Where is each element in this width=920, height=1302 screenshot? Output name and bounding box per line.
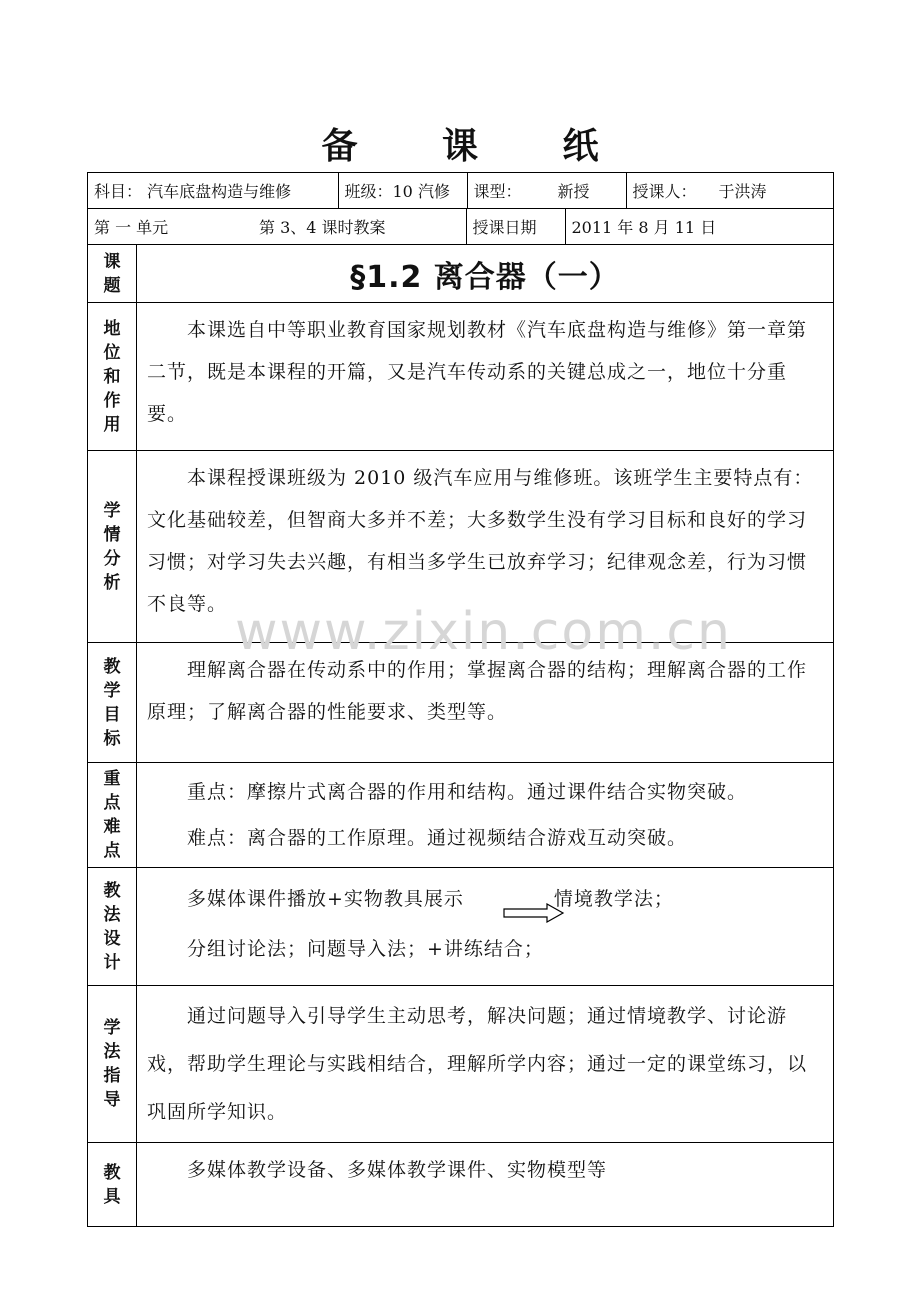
- guidance-label: 学 法 指 导: [88, 986, 137, 1143]
- row-method: [88, 868, 834, 986]
- lesson-plan-table: [87, 172, 834, 1227]
- analysis-label: 学 情 分 析: [88, 451, 137, 643]
- row-analysis: [88, 451, 834, 643]
- row-position: [88, 303, 834, 451]
- position-text: 本课选自中等职业教育国家规划教材《汽车底盘构造与维修》第一章第二节，既是本课程的开篇，又是汽车传动系的关键总成之一，地位十分重要。: [137, 303, 834, 451]
- lesson-hours-cell: 第 3、4 课时教案: [259, 218, 386, 237]
- row-keypoints: [88, 763, 834, 868]
- teacher-cell: [626, 173, 833, 208]
- subject-cell: 科目： 汽车底盘构造与维修: [94, 182, 292, 201]
- topic-title: §1.2 离合器（一）: [137, 245, 834, 303]
- position-label: 地 位 和 作 用: [88, 303, 137, 451]
- tools-text: 多媒体教学设备、多媒体教学课件、实物模型等: [137, 1143, 834, 1227]
- tools-label: 教 具: [88, 1143, 137, 1227]
- class-cell: 班级：10 汽修: [338, 173, 467, 208]
- difficult-point-line: 难点：离合器的工作原理。通过视频结合游戏互动突破。: [187, 827, 688, 849]
- goals-text: 理解离合器在传动系中的作用；掌握离合器的结构；理解离合器的工作原理；了解离合器的性能要求、类型等。: [137, 643, 834, 763]
- header-row-1: [88, 173, 834, 209]
- row-guidance: [88, 986, 834, 1143]
- row-tools: [88, 1143, 834, 1227]
- teacher-label: 授课人：: [632, 182, 697, 201]
- topic-label: 课 题: [88, 245, 137, 303]
- header-row-2: [88, 209, 834, 245]
- method-label: 教 法 设 计: [88, 868, 137, 986]
- method-text: [137, 868, 834, 986]
- key-point-line: 重点：摩擦片式离合器的作用和结构。通过课件结合实物突破。: [187, 781, 748, 803]
- page-title: 备 课 纸: [321, 126, 635, 167]
- lesson-type-value: 新授: [557, 182, 590, 201]
- date-label-cell: 授课日期: [466, 209, 565, 244]
- watermark: www.zixin.com.cn: [235, 602, 732, 662]
- keypoints-text: [137, 763, 834, 868]
- goals-label: 教 学 目 标: [88, 643, 137, 763]
- keypoints-label: 重 点 难 点: [88, 763, 137, 868]
- row-goals: [88, 643, 834, 763]
- method-line-1: 多媒体课件播放+实物教具展示 情境教学法；: [187, 888, 674, 910]
- method-line-2: 分组讨论法；问题导入法；+讲练结合；: [187, 938, 544, 960]
- lesson-type-label: 课型：: [473, 182, 522, 201]
- date-value-cell: 2011 年 8 月 11 日: [565, 209, 833, 244]
- right-arrow-icon: [503, 903, 565, 923]
- unit-cell: 第 一 单元: [94, 218, 169, 237]
- teacher-value: 于洪涛: [718, 182, 767, 201]
- lesson-type-cell: [467, 173, 626, 208]
- analysis-text: 本课程授课班级为 2010 级汽车应用与维修班。该班学生主要特点有：文化基础较差，但智商大多并不差；大多数学生没有学习目标和良好的学习习惯；对学习失去兴趣，有相当多学生已放弃学习；纪律观念差，行为习惯不良等。: [137, 451, 834, 643]
- guidance-text: 通过问题导入引导学生主动思考，解决问题；通过情境教学、讨论游戏，帮助学生理论与实践相结合，理解所学内容；通过一定的课堂练习，以巩固所学知识。: [137, 986, 834, 1143]
- row-topic: [88, 245, 834, 303]
